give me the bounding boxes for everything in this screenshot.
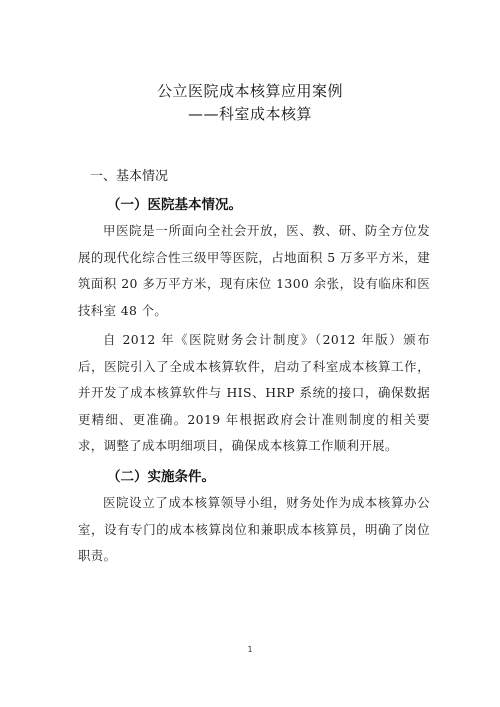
document-subtitle: ——科室成本核算 (187, 105, 312, 123)
subsection-heading-implementation: （二）实施条件。 (107, 469, 215, 485)
paragraph-hospital-overview: 甲医院是一所面向全社会开放，医、教、研、防全方位发展的现代化综合性三级甲等医院，占地面积 5 万多平方米，建筑面积 20 多万平方米，现有床位 1300 余张，设有临床和医技科室 48 个。 (78, 223, 430, 318)
subsection-heading-hospital-info: （一）医院基本情况。 (107, 197, 242, 213)
page-number: 1 (247, 645, 253, 654)
document-title: 公立医院成本核算应用案例 (156, 82, 343, 100)
section-heading-basic-info: 一、基本情况 (90, 169, 169, 184)
paragraph-cost-accounting-history: 自 2012 年《医院财务会计制度》（2012 年版）颁布后，医院引入了全成本核算软件，启动了科室成本核算工作，并开发了成本核算软件与 HIS、HRP 系统的接口，确保数据更精细、更准确。2019 年根据政府会计准则制度的相关要求，调整了成本明细项目，确保成本核算工作顺利开展。 (78, 332, 430, 453)
paragraph-implementation-conditions: 医院设立了成本核算领导小组，财务处作为成本核算办公室，设有专门的成本核算岗位和兼职成本核算员，明确了岗位职责。 (78, 495, 430, 563)
